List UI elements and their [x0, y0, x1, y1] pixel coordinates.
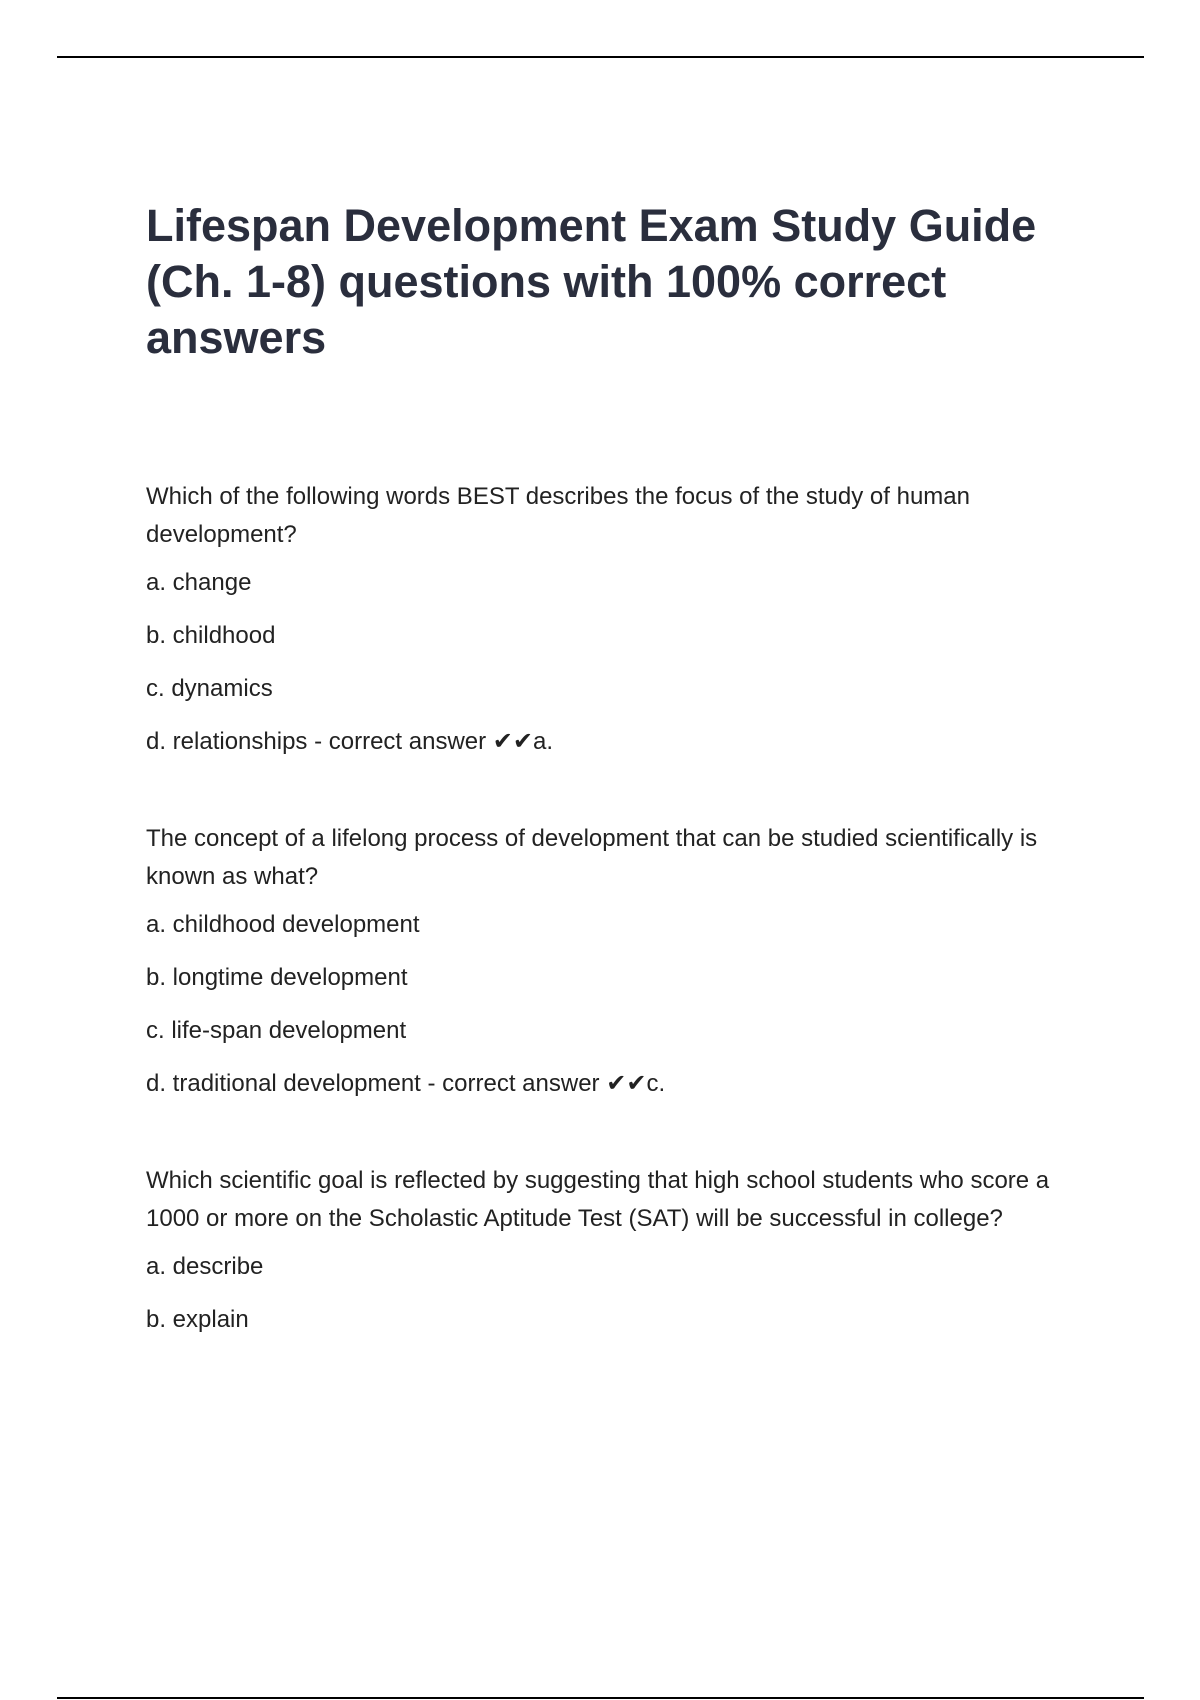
answer-option: a. change	[146, 569, 252, 596]
answer-option: a. childhood development	[146, 911, 420, 938]
question-1	[146, 478, 1096, 761]
question-3	[146, 1162, 1096, 1339]
answer-options	[146, 1248, 1096, 1339]
bottom-rule	[57, 1697, 1144, 1699]
answer-option: b. explain	[146, 1306, 249, 1333]
top-rule	[57, 56, 1144, 58]
answer-options	[146, 906, 1096, 1103]
answer-option-with-key: d. traditional development - correct answer ✔✔c.	[146, 1070, 666, 1097]
document-title: Lifespan Development Exam Study Guide (Ch. 1-8) questions with 100% correct answers	[146, 200, 1037, 363]
question-text: Which scientific goal is reflected by suggesting that high school students who score a 1000 or more on the Scholastic Aptitude Test (SAT) will be successful in college?	[146, 1167, 1050, 1232]
answer-option: a. describe	[146, 1253, 264, 1280]
answer-options	[146, 564, 1096, 761]
question-2	[146, 820, 1096, 1103]
question-list	[146, 478, 1096, 1339]
answer-option-with-key: d. relationships - correct answer ✔✔a.	[146, 728, 554, 755]
answer-option: b. longtime development	[146, 964, 408, 991]
answer-option: c. dynamics	[146, 675, 273, 702]
answer-option: c. life-span development	[146, 1017, 407, 1044]
answer-option: b. childhood	[146, 622, 276, 649]
question-text: Which of the following words BEST describes the focus of the study of human development?	[146, 483, 970, 548]
document-body	[146, 198, 1096, 1398]
question-text: The concept of a lifelong process of development that can be studied scientifically is known as what?	[146, 825, 1038, 890]
